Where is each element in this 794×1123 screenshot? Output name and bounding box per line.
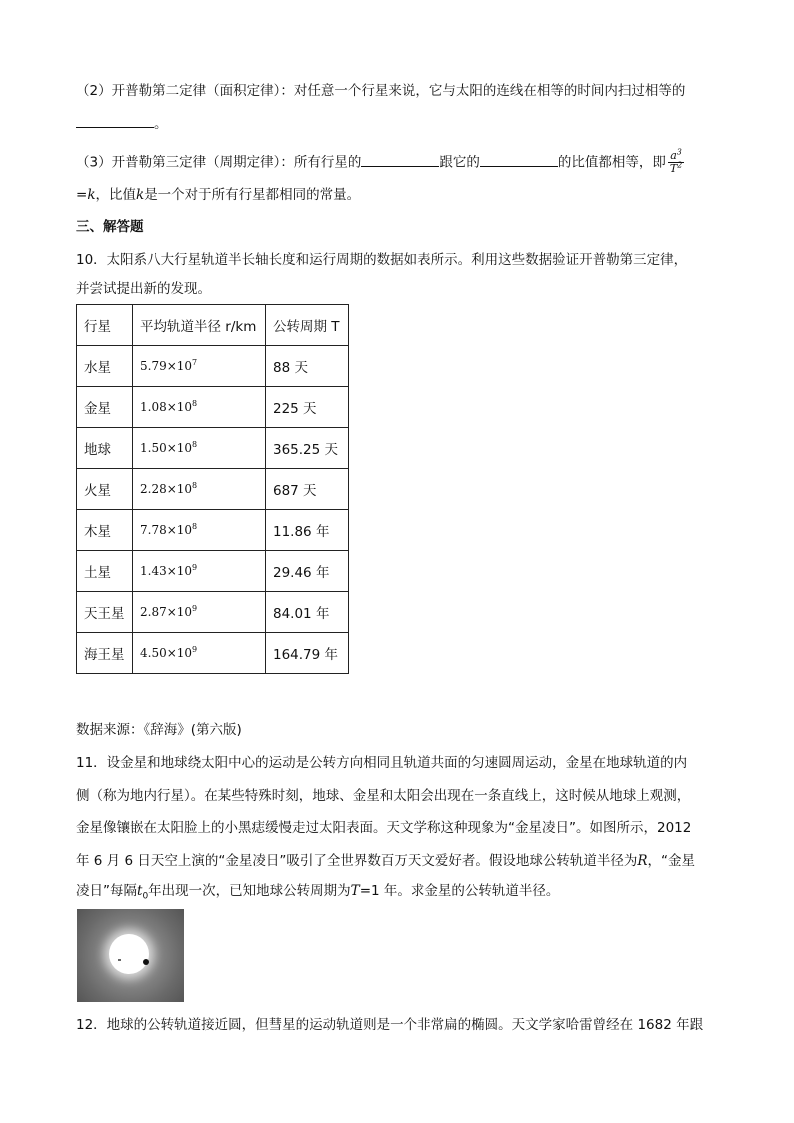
header-planet: 行星 bbox=[77, 305, 133, 346]
q10-source: 数据来源：《辞海》(第六版) bbox=[76, 722, 242, 738]
kepler-fraction bbox=[668, 147, 684, 175]
planet-radius-cell bbox=[133, 551, 266, 592]
planet-name-cell: 天王星 bbox=[77, 592, 133, 633]
q9-item3-line2 bbox=[76, 185, 360, 205]
sun-disc bbox=[109, 934, 149, 974]
q11-line5-b: 年出现一次，已知地球公转周期为 bbox=[148, 883, 351, 899]
planet-name-cell: 土星 bbox=[77, 551, 133, 592]
radius-exponent: 8 bbox=[192, 440, 198, 449]
var-T: T bbox=[350, 883, 360, 899]
planet-name-cell: 地球 bbox=[77, 428, 133, 469]
var-R: R bbox=[637, 853, 648, 869]
q12-line1: 12．地球的公转轨道接近圆，但彗星的运动轨道则是一个非常扁的椭圆。天文学家哈雷曾经在 1682 年跟 bbox=[76, 1017, 704, 1033]
radius-exponent: 9 bbox=[192, 563, 198, 572]
planet-period-cell: 225 天 bbox=[266, 387, 349, 428]
planet-period-cell: 687 天 bbox=[266, 469, 349, 510]
q11-line3: 金星像镶嵌在太阳脸上的小黑痣缓慢走过太阳表面。天文学称这种现象为“金星凌日”。如图所示，2012 bbox=[76, 820, 692, 836]
q9-item2-text: （2）开普勒第二定律（面积定律）：对任意一个行星来说，它与太阳的连线在相等的时间内扫过相等的 bbox=[76, 83, 686, 99]
sunspot-speck bbox=[118, 959, 121, 961]
var-t: t bbox=[137, 883, 143, 899]
radius-exponent: 9 bbox=[192, 645, 198, 654]
q9-item3-line1 bbox=[76, 147, 684, 175]
q9-item3-line2-c: 是一个对于所有行星都相同的常量。 bbox=[144, 187, 361, 203]
answer-blank[interactable] bbox=[76, 113, 154, 128]
venus-transit-photo bbox=[77, 909, 184, 1002]
q9-item3-text-a: （3）开普勒第三定律（周期定律）：所有行星的 bbox=[76, 154, 362, 171]
planet-name-cell: 海王星 bbox=[77, 633, 133, 674]
planet-period-cell: 84.01 年 bbox=[266, 592, 349, 633]
planet-name-cell: 火星 bbox=[77, 469, 133, 510]
radius-mantissa: 2.87×10 bbox=[140, 605, 193, 619]
header-radius: 平均轨道半径 r/km bbox=[133, 305, 266, 346]
header-period: 公转周期 T bbox=[266, 305, 349, 346]
var-k: k bbox=[136, 187, 145, 203]
planet-name-cell: 水星 bbox=[77, 346, 133, 387]
radius-mantissa: 7.78×10 bbox=[140, 523, 193, 537]
radius-mantissa: 5.79×10 bbox=[140, 359, 193, 373]
planet-period-cell: 164.79 年 bbox=[266, 633, 349, 674]
q10-line1: 10．太阳系八大行星轨道半长轴长度和运行周期的数据如表所示。利用这些数据验证开普勒第三定律， bbox=[76, 252, 688, 268]
q9-item2-line2 bbox=[76, 113, 168, 134]
q9-item2-end: 。 bbox=[154, 116, 168, 132]
section3-title: 三、解答题 bbox=[76, 219, 144, 235]
q11-line1: 11．设金星和地球绕太阳中心的运动是公转方向相同且轨道共面的匀速圆周运动，金星在地球轨道的内 bbox=[76, 755, 688, 771]
table-row bbox=[77, 633, 349, 674]
answer-blank[interactable] bbox=[480, 152, 558, 167]
planet-radius-cell bbox=[133, 428, 266, 469]
q9-item3-text-c: 的比值都相等，即 bbox=[557, 154, 666, 171]
planet-radius-cell bbox=[133, 592, 266, 633]
q11-line5-c: =1 年。求金星的公转轨道半径。 bbox=[359, 883, 560, 899]
frac-denominator: T bbox=[669, 162, 678, 175]
planet-name-cell: 木星 bbox=[77, 510, 133, 551]
radius-mantissa: 1.08×10 bbox=[140, 400, 193, 414]
planet-name-cell: 金星 bbox=[77, 387, 133, 428]
planet-period-cell: 88 天 bbox=[266, 346, 349, 387]
planet-radius-cell bbox=[133, 469, 266, 510]
q9-item3-line2-b: ，比值 bbox=[95, 187, 136, 203]
radius-exponent: 7 bbox=[192, 358, 198, 367]
q11-line4-a: 年 6 月 6 日天空上演的“金星凌日”吸引了全世界数百万天文爱好者。假设地球公转轨道半径为 bbox=[76, 853, 638, 869]
radius-mantissa: 1.43×10 bbox=[140, 564, 193, 578]
radius-exponent: 8 bbox=[192, 522, 198, 531]
radius-exponent: 8 bbox=[192, 399, 198, 408]
planet-radius-cell bbox=[133, 510, 266, 551]
q11-line4-b: ，“金星 bbox=[647, 853, 696, 869]
radius-exponent: 8 bbox=[192, 481, 198, 490]
planet-radius-cell bbox=[133, 633, 266, 674]
table-row bbox=[77, 592, 349, 633]
planet-radius-cell bbox=[133, 346, 266, 387]
table-row bbox=[77, 551, 349, 592]
table-row bbox=[77, 510, 349, 551]
radius-mantissa: 4.50×10 bbox=[140, 646, 193, 660]
venus-dot bbox=[143, 959, 149, 965]
radius-mantissa: 2.28×10 bbox=[140, 482, 193, 496]
table-row bbox=[77, 469, 349, 510]
q11-line5-a: 凌日”每隔 bbox=[76, 883, 137, 899]
table-header-row bbox=[77, 305, 349, 346]
equals-sign: = bbox=[76, 187, 88, 203]
table-row bbox=[77, 387, 349, 428]
planet-period-cell: 29.46 年 bbox=[266, 551, 349, 592]
var-k: k bbox=[87, 187, 96, 203]
planet-period-cell: 365.25 天 bbox=[266, 428, 349, 469]
planet-data-table bbox=[76, 304, 349, 674]
q9-item2-line1 bbox=[76, 81, 685, 101]
q11-line5 bbox=[76, 881, 559, 907]
q11-line4 bbox=[76, 851, 695, 871]
table-row bbox=[77, 346, 349, 387]
q10-line2: 并尝试提出新的发现。 bbox=[76, 281, 211, 297]
answer-blank[interactable] bbox=[361, 152, 439, 167]
var-t-subscript: 0 bbox=[142, 891, 149, 902]
q9-item3-text-b: 跟它的 bbox=[439, 154, 480, 171]
q11-line2: 侧（称为地内行星）。在某些特殊时刻，地球、金星和太阳会出现在一条直线上，这时候从地球上观测， bbox=[76, 788, 691, 804]
radius-exponent: 9 bbox=[192, 604, 198, 613]
planet-radius-cell bbox=[133, 387, 266, 428]
planet-period-cell: 11.86 年 bbox=[266, 510, 349, 551]
frac-numerator: a bbox=[670, 149, 677, 162]
radius-mantissa: 1.50×10 bbox=[140, 441, 193, 455]
frac-denominator-exp: 2 bbox=[677, 160, 683, 170]
table-row bbox=[77, 428, 349, 469]
frac-numerator-exp: 3 bbox=[676, 147, 682, 157]
